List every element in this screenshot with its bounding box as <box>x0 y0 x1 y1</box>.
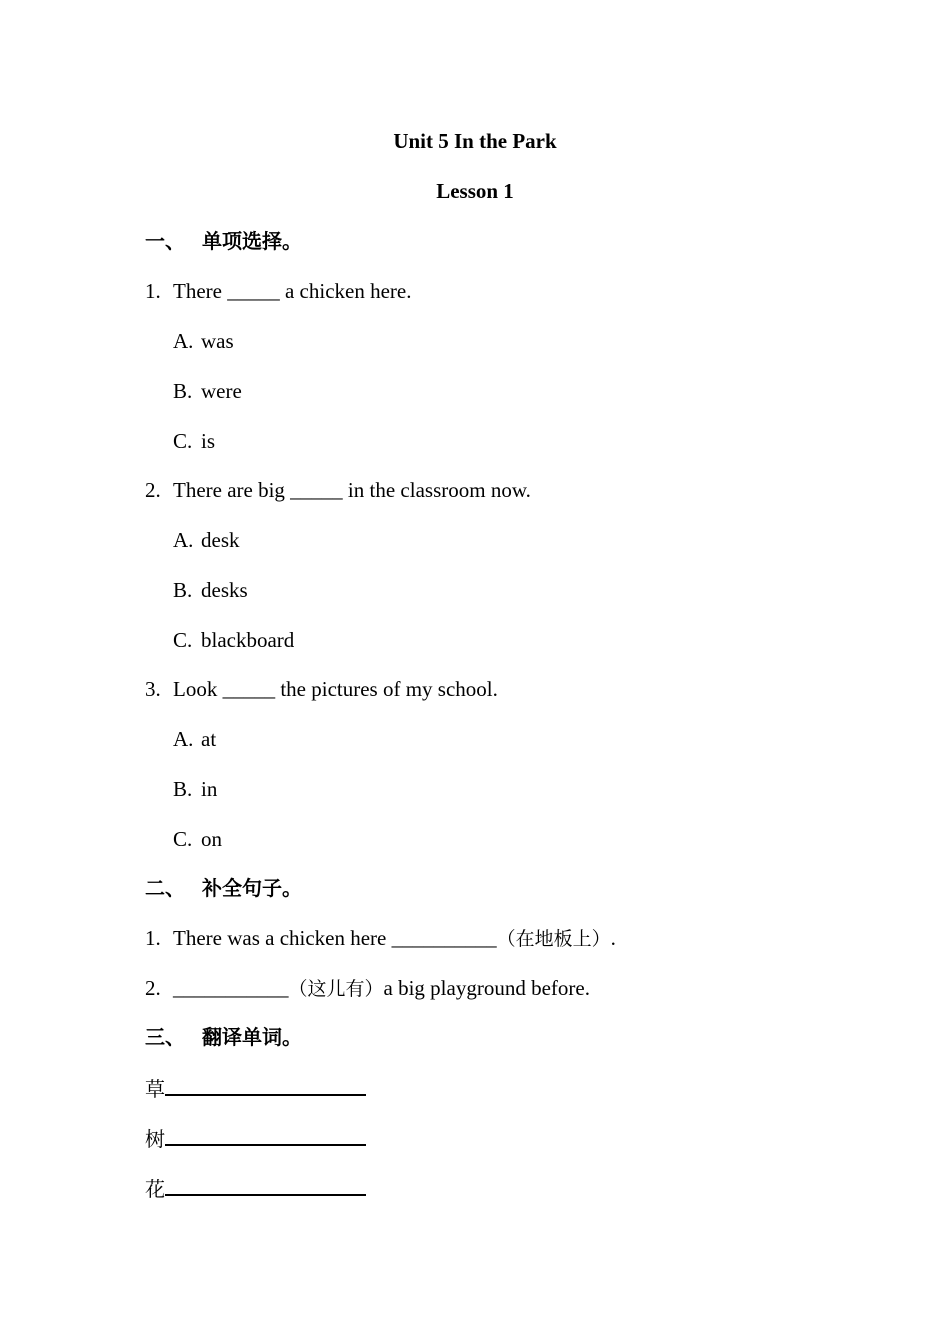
option-letter: B. <box>173 379 193 403</box>
option-3a <box>173 726 216 752</box>
vocab-item-tree <box>145 1124 366 1152</box>
option-letter: B. <box>173 777 193 801</box>
vocab-word: 树 <box>145 1127 165 1151</box>
sentence-text: There was a chicken here __________ <box>173 926 497 950</box>
section-title: 补全句子。 <box>202 876 302 900</box>
page-title: Unit 5 In the Park <box>393 129 557 153</box>
question-number: 3. <box>145 677 161 701</box>
option-text: was <box>201 329 234 353</box>
option-letter: C. <box>173 429 193 453</box>
option-text: in <box>201 777 218 801</box>
question-2 <box>145 477 531 503</box>
option-1c <box>173 428 215 454</box>
option-text: is <box>201 429 216 453</box>
item-number: 1. <box>145 926 161 950</box>
chinese-hint: （这儿有） <box>288 978 384 1000</box>
option-3c <box>173 826 222 852</box>
option-letter: A. <box>173 329 194 353</box>
option-1b <box>173 378 242 404</box>
question-1 <box>145 278 411 304</box>
question-number: 2. <box>145 478 161 502</box>
option-1a <box>173 328 234 354</box>
sentence-blank: ___________ <box>173 976 289 1000</box>
chinese-hint: （在地板上） <box>496 928 611 950</box>
section-title: 翻译单词。 <box>202 1025 302 1049</box>
question-3 <box>145 676 498 702</box>
vocab-item-grass <box>145 1074 366 1102</box>
sentence-item-1 <box>145 925 616 952</box>
vocab-word: 草 <box>145 1077 165 1101</box>
item-number: 2. <box>145 976 161 1000</box>
option-2c <box>173 627 294 653</box>
vocab-word: 花 <box>145 1177 165 1201</box>
question-text: There _____ a chicken here. <box>173 279 412 303</box>
question-text: There are big _____ in the classroom now. <box>173 478 531 502</box>
question-text: Look _____ the pictures of my school. <box>173 677 498 701</box>
option-text: blackboard <box>201 628 295 652</box>
option-text: at <box>201 727 217 751</box>
option-text: were <box>201 379 242 403</box>
answer-line <box>165 1174 366 1196</box>
option-text: desks <box>201 578 248 602</box>
vocab-item-flower <box>145 1174 366 1202</box>
option-letter: C. <box>173 628 193 652</box>
question-number: 1. <box>145 279 161 303</box>
section-title: 单项选择。 <box>202 229 302 253</box>
answer-line <box>165 1124 366 1146</box>
option-3b <box>173 776 217 802</box>
option-letter: C. <box>173 827 193 851</box>
sentence-item-2 <box>145 975 590 1002</box>
option-letter: A. <box>173 528 194 552</box>
section-number: 二、 <box>145 876 185 900</box>
section-heading-2 <box>145 875 302 901</box>
sentence-end: a big playground before. <box>383 976 590 1000</box>
option-text: on <box>201 827 222 851</box>
option-2a <box>173 527 240 553</box>
option-text: desk <box>201 528 240 552</box>
section-number: 一、 <box>145 229 185 253</box>
option-2b <box>173 577 248 603</box>
option-letter: B. <box>173 578 193 602</box>
answer-line <box>165 1074 366 1096</box>
sentence-end: . <box>610 926 616 950</box>
section-heading-3 <box>145 1024 302 1050</box>
section-number: 三、 <box>145 1025 185 1049</box>
lesson-subtitle: Lesson 1 <box>436 179 514 203</box>
section-heading-1 <box>145 228 302 254</box>
option-letter: A. <box>173 727 194 751</box>
